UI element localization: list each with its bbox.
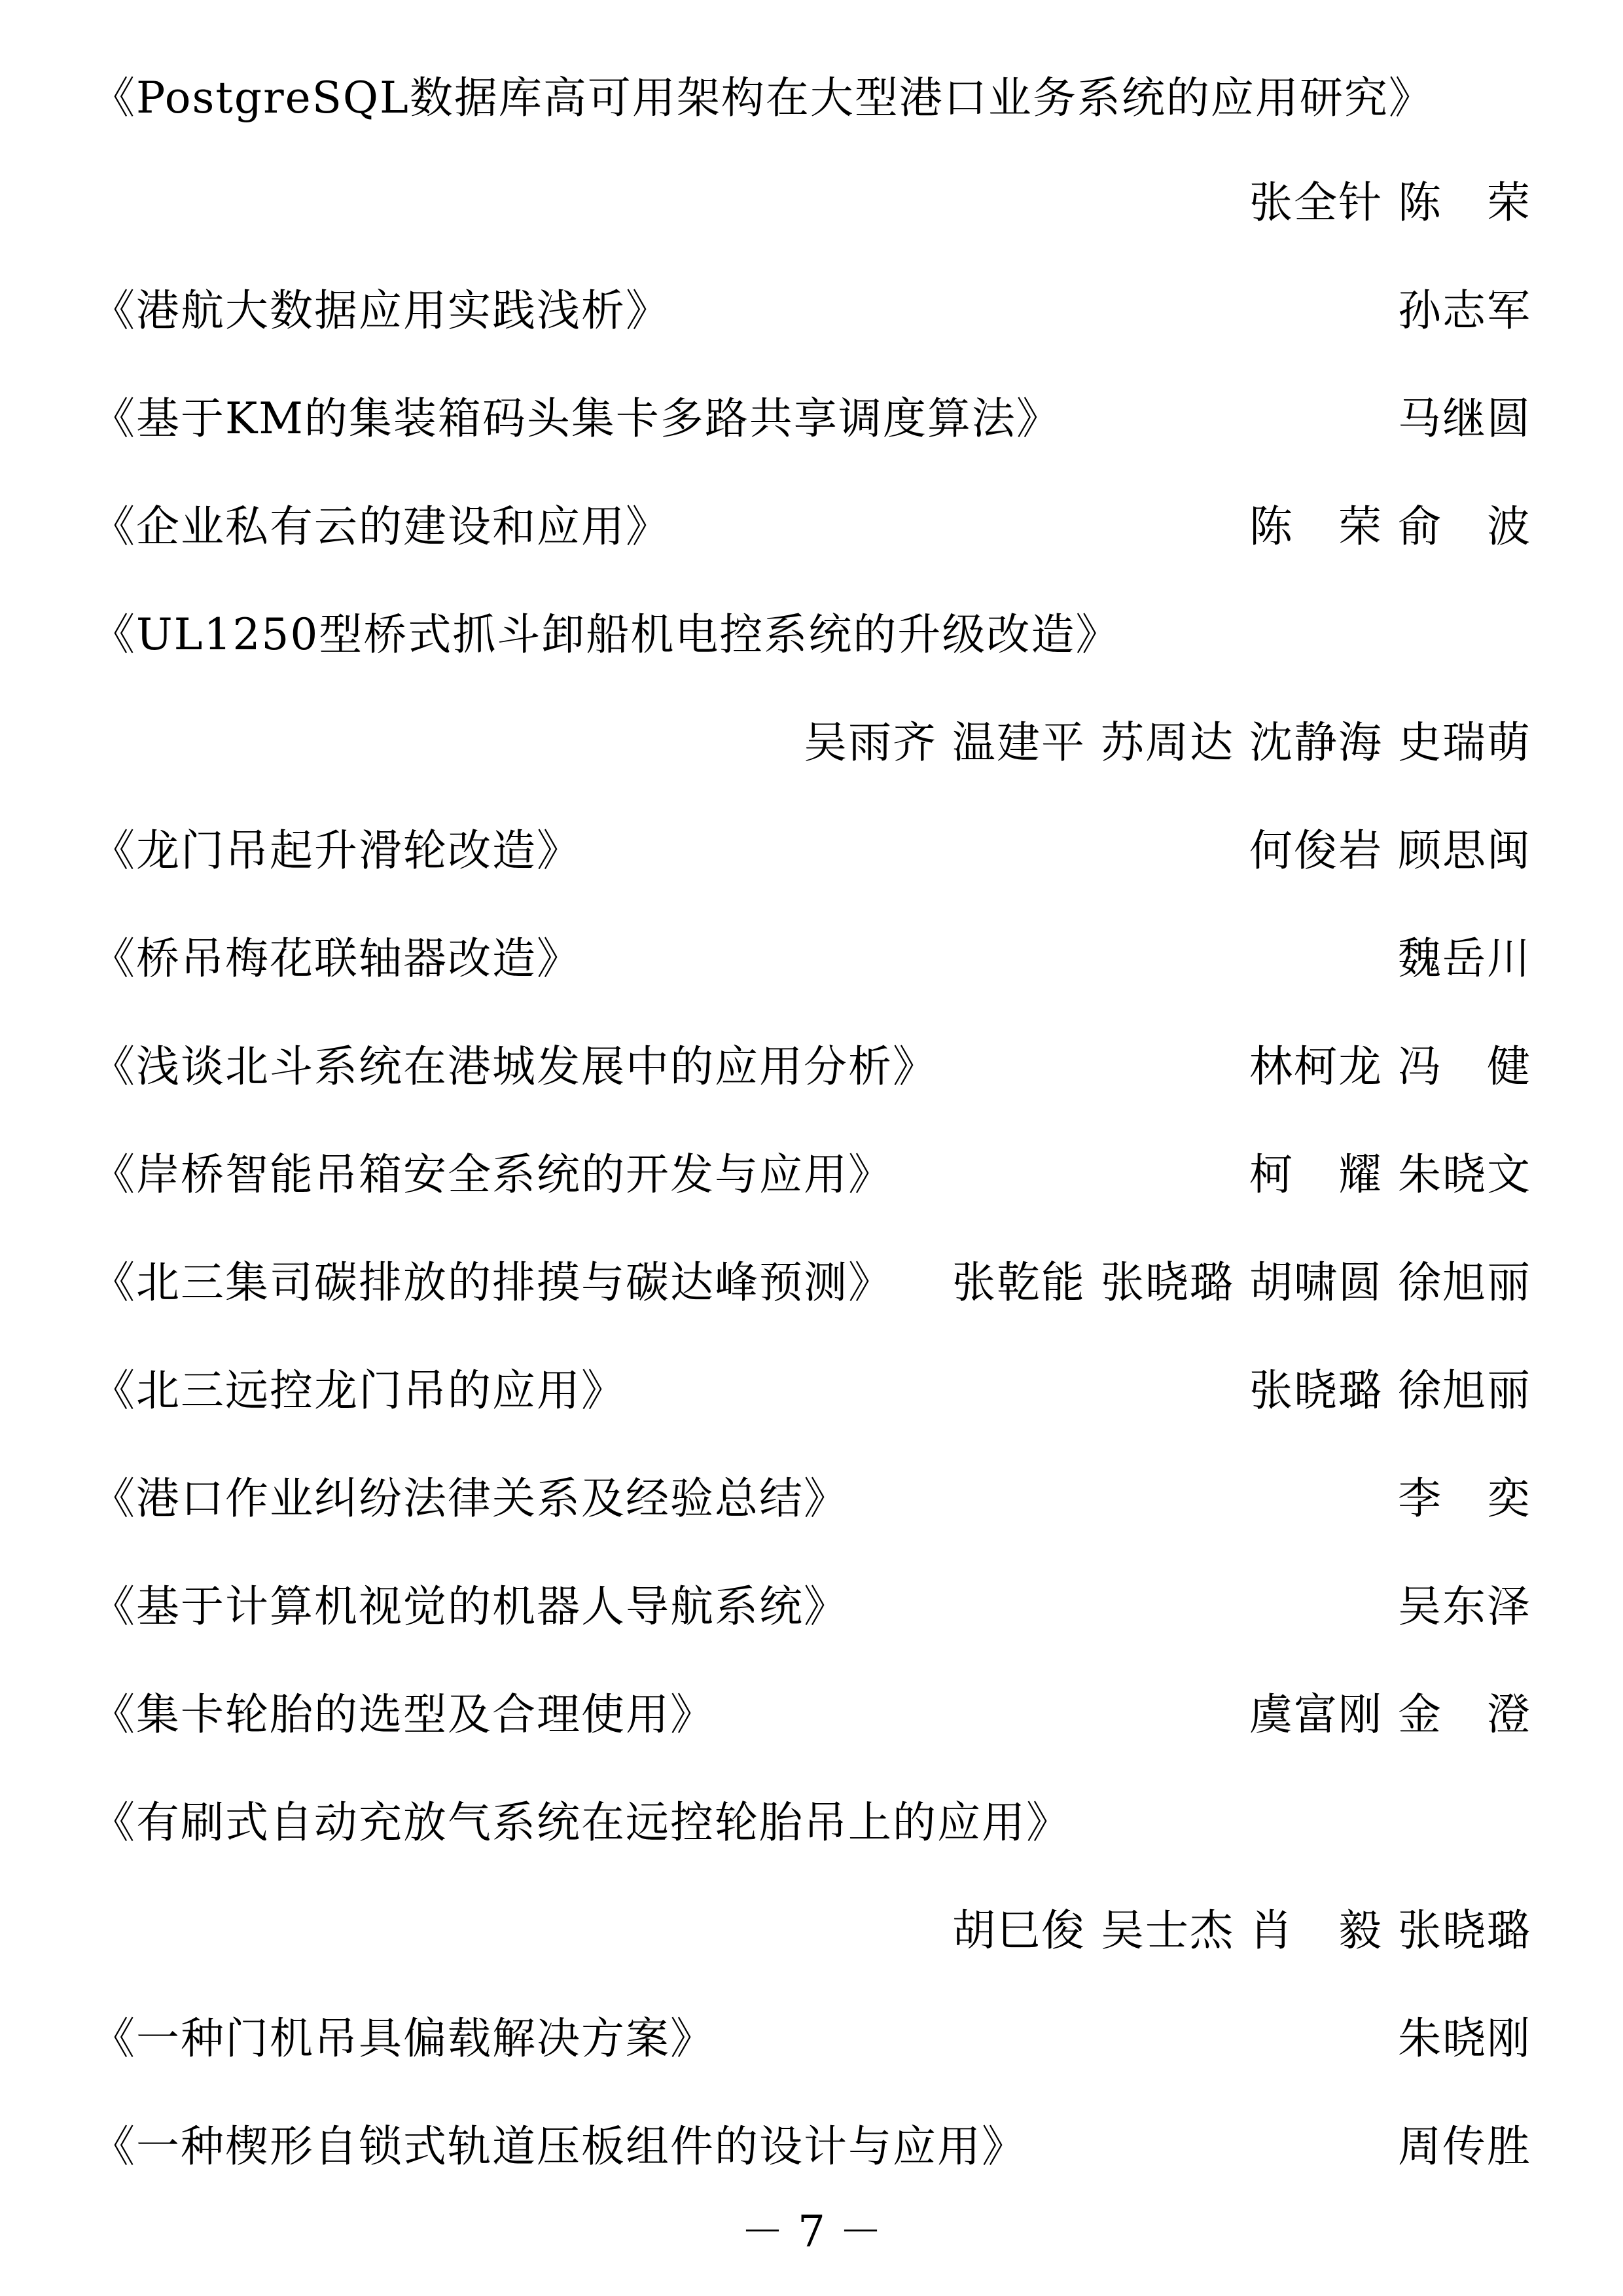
paper-title: 《一种门机吊具偏载解决方案》 <box>92 2013 715 2064</box>
list-item <box>92 278 1531 344</box>
paper-authors: 何俊岩 顾思闽 <box>1249 825 1531 876</box>
paper-title: 《基于计算机视觉的机器人导航系统》 <box>92 1581 848 1632</box>
paper-authors: 张全针 陈 荣 <box>1249 177 1531 228</box>
list-item <box>92 494 1531 560</box>
paper-title: 《基于KM的集装箱码头集卡多路共享调度算法》 <box>92 393 1061 444</box>
paper-title: 《一种楔形自锁式轨道压板组件的设计与应用》 <box>92 2121 1026 2172</box>
paper-title: 《岸桥智能吊箱安全系统的开发与应用》 <box>92 1149 893 1200</box>
paper-title: 《集卡轮胎的选型及合理使用》 <box>92 1689 715 1740</box>
paper-title: 《港航大数据应用实践浅析》 <box>92 285 670 336</box>
list-item <box>92 1250 1531 1316</box>
paper-authors: 胡巳俊 吴士杰 肖 毅 张晓璐 <box>952 1905 1531 1956</box>
list-item <box>92 1790 1531 1856</box>
page-number: － 7 － <box>741 2206 882 2257</box>
paper-authors: 孙志军 <box>1398 285 1531 336</box>
list-item <box>92 1898 1531 1964</box>
paper-authors: 林柯龙 冯 健 <box>1249 1041 1531 1092</box>
list-item <box>92 602 1531 668</box>
paper-title: 《浅谈北斗系统在港城发展中的应用分析》 <box>92 1041 937 1092</box>
paper-authors: 魏岳川 <box>1398 933 1531 984</box>
list-item <box>92 2006 1531 2072</box>
list-item <box>92 2114 1531 2179</box>
list-item <box>92 386 1531 452</box>
paper-authors: 柯 耀 朱晓文 <box>1249 1149 1531 1200</box>
list-item <box>92 1466 1531 1532</box>
list-item <box>92 1034 1531 1100</box>
paper-authors: 吴东泽 <box>1398 1581 1531 1632</box>
list-item <box>92 818 1531 884</box>
paper-authors: 周传胜 <box>1398 2121 1531 2172</box>
paper-title: 《有刷式自动充放气系统在远控轮胎吊上的应用》 <box>92 1797 1071 1848</box>
paper-authors: 吴雨齐 温建平 苏周达 沈静海 史瑞萌 <box>804 717 1531 768</box>
paper-authors: 朱晓刚 <box>1398 2013 1531 2064</box>
list-item <box>92 1142 1531 1208</box>
list-item <box>92 65 1531 131</box>
paper-authors: 李 奕 <box>1398 1473 1531 1524</box>
list-item <box>92 926 1531 992</box>
paper-title: 《港口作业纠纷法律关系及经验总结》 <box>92 1473 848 1524</box>
list-item <box>92 1682 1531 1748</box>
paper-authors: 马继圆 <box>1398 393 1531 444</box>
list-item <box>92 1358 1531 1424</box>
paper-title: 《UL1250型桥式抓斗卸船机电控系统的升级改造》 <box>92 609 1120 660</box>
paper-authors: 张晓璐 徐旭丽 <box>1249 1365 1531 1416</box>
paper-title: 《企业私有云的建设和应用》 <box>92 501 670 552</box>
paper-title: 《桥吊梅花联轴器改造》 <box>92 933 581 984</box>
paper-authors: 张乾能 张晓璐 胡啸圆 徐旭丽 <box>952 1257 1531 1308</box>
paper-authors: 虞富刚 金 澄 <box>1249 1689 1531 1740</box>
list-item <box>92 1574 1531 1640</box>
paper-title: 《北三集司碳排放的排摸与碳达峰预测》 <box>92 1257 893 1308</box>
paper-title: 《PostgreSQL数据库高可用架构在大型港口业务系统的应用研究》 <box>92 73 1433 123</box>
list-item <box>92 710 1531 776</box>
list-item <box>92 170 1531 236</box>
paper-authors: 陈 荣 俞 波 <box>1249 501 1531 552</box>
paper-title: 《龙门吊起升滑轮改造》 <box>92 825 581 876</box>
paper-title: 《北三远控龙门吊的应用》 <box>92 1365 626 1416</box>
